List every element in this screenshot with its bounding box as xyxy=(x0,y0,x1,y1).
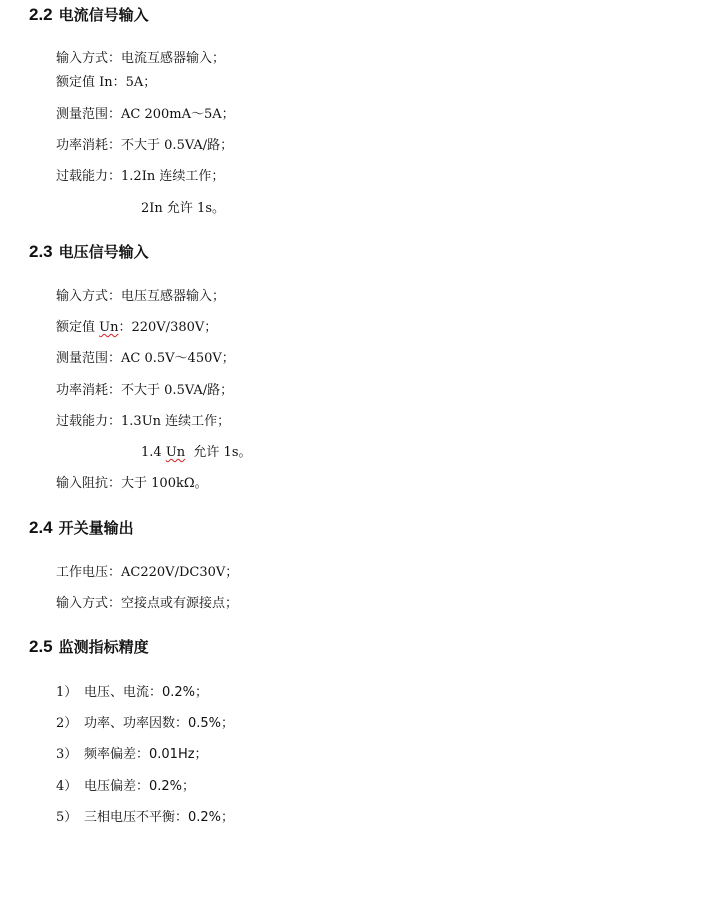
line-separator: ： xyxy=(108,51,122,66)
current-measure-range xyxy=(56,106,235,124)
list-item xyxy=(56,715,234,733)
section-number: 2.4 xyxy=(29,518,53,537)
section-title: 监测指标精度 xyxy=(58,638,149,656)
line-separator: ： xyxy=(108,138,122,153)
list-index: 5） xyxy=(56,810,78,825)
switch-input-method xyxy=(56,595,238,613)
section-number: 2.2 xyxy=(29,5,53,24)
line-value: In：5A； xyxy=(99,75,157,90)
line-label: 输入方式 xyxy=(56,51,109,66)
line-value: AC220V/DC30V； xyxy=(121,565,239,580)
switch-working-voltage xyxy=(56,564,238,582)
line-label: 输入阻抗 xyxy=(56,476,109,491)
line-value: 2In 允许 1s。 xyxy=(141,201,225,216)
line-label: 过载能力 xyxy=(56,414,109,429)
list-item xyxy=(56,746,208,764)
list-text: 电压、电流：0.2%； xyxy=(84,685,209,700)
line-separator: ： xyxy=(108,414,122,429)
line-label: 测量范围 xyxy=(56,351,109,366)
current-input-method xyxy=(56,50,225,68)
list-item xyxy=(56,809,234,827)
current-rated-value xyxy=(56,74,156,92)
line-separator: ： xyxy=(108,289,122,304)
voltage-power-consumption xyxy=(56,382,233,400)
line-label: 工作电压 xyxy=(56,565,109,580)
voltage-overload-capacity xyxy=(56,413,230,431)
spellcheck-word: Un xyxy=(99,320,119,335)
current-overload-capacity xyxy=(56,168,224,186)
list-text: 电压偏差：0.2%； xyxy=(84,779,196,794)
section-title: 开关量输出 xyxy=(58,519,134,537)
list-text: 频率偏差：0.01Hz； xyxy=(84,747,208,762)
list-item xyxy=(56,778,195,796)
line-value: 1.2In 连续工作； xyxy=(121,169,225,184)
voltage-input-impedance xyxy=(56,475,208,493)
line-separator: ： xyxy=(108,476,122,491)
line-label: 输入方式 xyxy=(56,289,109,304)
section-number: 2.3 xyxy=(29,242,53,261)
voltage-input-method xyxy=(56,288,225,306)
line-value: 电流互感器输入； xyxy=(121,51,226,66)
section-heading-2-3 xyxy=(29,242,149,262)
line-label: 额定值 xyxy=(56,75,100,90)
section-heading-2-4 xyxy=(29,518,134,538)
line-label: 功率消耗 xyxy=(56,383,109,398)
line-label: 额定值 xyxy=(56,320,100,335)
list-index: 1） xyxy=(56,685,78,700)
line-value: AC 200mA～5A； xyxy=(121,107,235,122)
line-label: 输入方式 xyxy=(56,596,109,611)
line-value: 电压互感器输入； xyxy=(121,289,226,304)
list-index: 4） xyxy=(56,779,78,794)
line-value: 1.4 xyxy=(141,445,166,460)
line-value: 1.3Un 连续工作； xyxy=(121,414,231,429)
list-text: 三相电压不平衡：0.2%； xyxy=(84,810,235,825)
voltage-rated-value xyxy=(56,319,217,337)
section-heading-2-2 xyxy=(29,5,149,25)
line-value: ：220V/380V； xyxy=(118,320,218,335)
section-title: 电流信号输入 xyxy=(58,6,149,24)
line-label: 测量范围 xyxy=(56,107,109,122)
list-index: 2） xyxy=(56,716,78,731)
line-separator: ： xyxy=(108,169,122,184)
section-number: 2.5 xyxy=(29,637,53,656)
spellcheck-word: Un xyxy=(165,445,186,460)
line-separator: ： xyxy=(108,383,122,398)
list-index: 3） xyxy=(56,747,78,762)
line-value: AC 0.5V～450V； xyxy=(121,351,235,366)
line-value: 不大于 0.5VA/路； xyxy=(121,138,234,153)
voltage-measure-range xyxy=(56,350,235,368)
line-label: 过载能力 xyxy=(56,169,109,184)
voltage-overload-continued xyxy=(141,444,252,462)
line-separator: ： xyxy=(108,596,122,611)
line-separator: ： xyxy=(108,351,122,366)
section-heading-2-5 xyxy=(29,637,149,657)
line-value: 不大于 0.5VA/路； xyxy=(121,383,234,398)
line-label: 功率消耗 xyxy=(56,138,109,153)
current-power-consumption xyxy=(56,137,233,155)
list-text: 功率、功率因数：0.5%； xyxy=(84,716,235,731)
line-value: 允许 1s。 xyxy=(185,445,252,460)
current-overload-continued xyxy=(141,200,225,218)
section-title: 电压信号输入 xyxy=(58,243,149,261)
line-value: 空接点或有源接点； xyxy=(121,596,239,611)
line-value: 大于 100kΩ。 xyxy=(121,476,208,491)
list-item xyxy=(56,684,208,702)
line-separator: ： xyxy=(108,565,122,580)
line-separator: ： xyxy=(108,107,122,122)
